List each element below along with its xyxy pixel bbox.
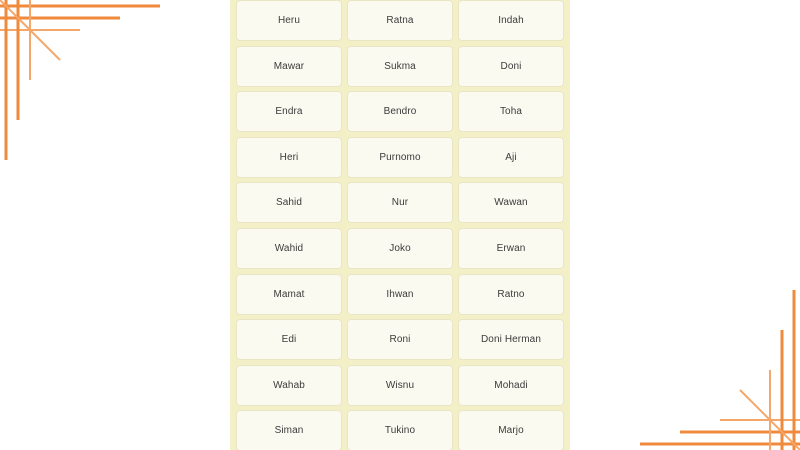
name-label: Wisnu — [347, 365, 453, 406]
label-grid — [236, 0, 566, 450]
name-label: Joko — [347, 228, 453, 269]
name-label: Doni — [458, 46, 564, 87]
name-label: Nur — [347, 182, 453, 223]
name-label: Sukma — [347, 46, 453, 87]
label-sheet — [230, 0, 570, 450]
name-label: Siman — [236, 410, 342, 450]
name-label: Tukino — [347, 410, 453, 450]
name-label: Aji — [458, 137, 564, 178]
name-label: Bendro — [347, 91, 453, 132]
name-label: Wahab — [236, 365, 342, 406]
name-label: Ihwan — [347, 274, 453, 315]
name-label: Wawan — [458, 182, 564, 223]
name-label: Marjo — [458, 410, 564, 450]
name-label: Heru — [236, 0, 342, 41]
name-label: Endra — [236, 91, 342, 132]
name-label: Toha — [458, 91, 564, 132]
corner-decoration-top-left — [0, 0, 170, 170]
name-label: Mamat — [236, 274, 342, 315]
name-label: Mohadi — [458, 365, 564, 406]
name-label: Purnomo — [347, 137, 453, 178]
name-label: Heri — [236, 137, 342, 178]
corner-decoration-bottom-right — [630, 280, 800, 450]
name-label: Mawar — [236, 46, 342, 87]
name-label: Edi — [236, 319, 342, 360]
name-label: Indah — [458, 0, 564, 41]
name-label: Ratno — [458, 274, 564, 315]
name-label: Wahid — [236, 228, 342, 269]
name-label: Roni — [347, 319, 453, 360]
name-label: Doni Herman — [458, 319, 564, 360]
name-label: Sahid — [236, 182, 342, 223]
name-label: Ratna — [347, 0, 453, 41]
name-label: Erwan — [458, 228, 564, 269]
